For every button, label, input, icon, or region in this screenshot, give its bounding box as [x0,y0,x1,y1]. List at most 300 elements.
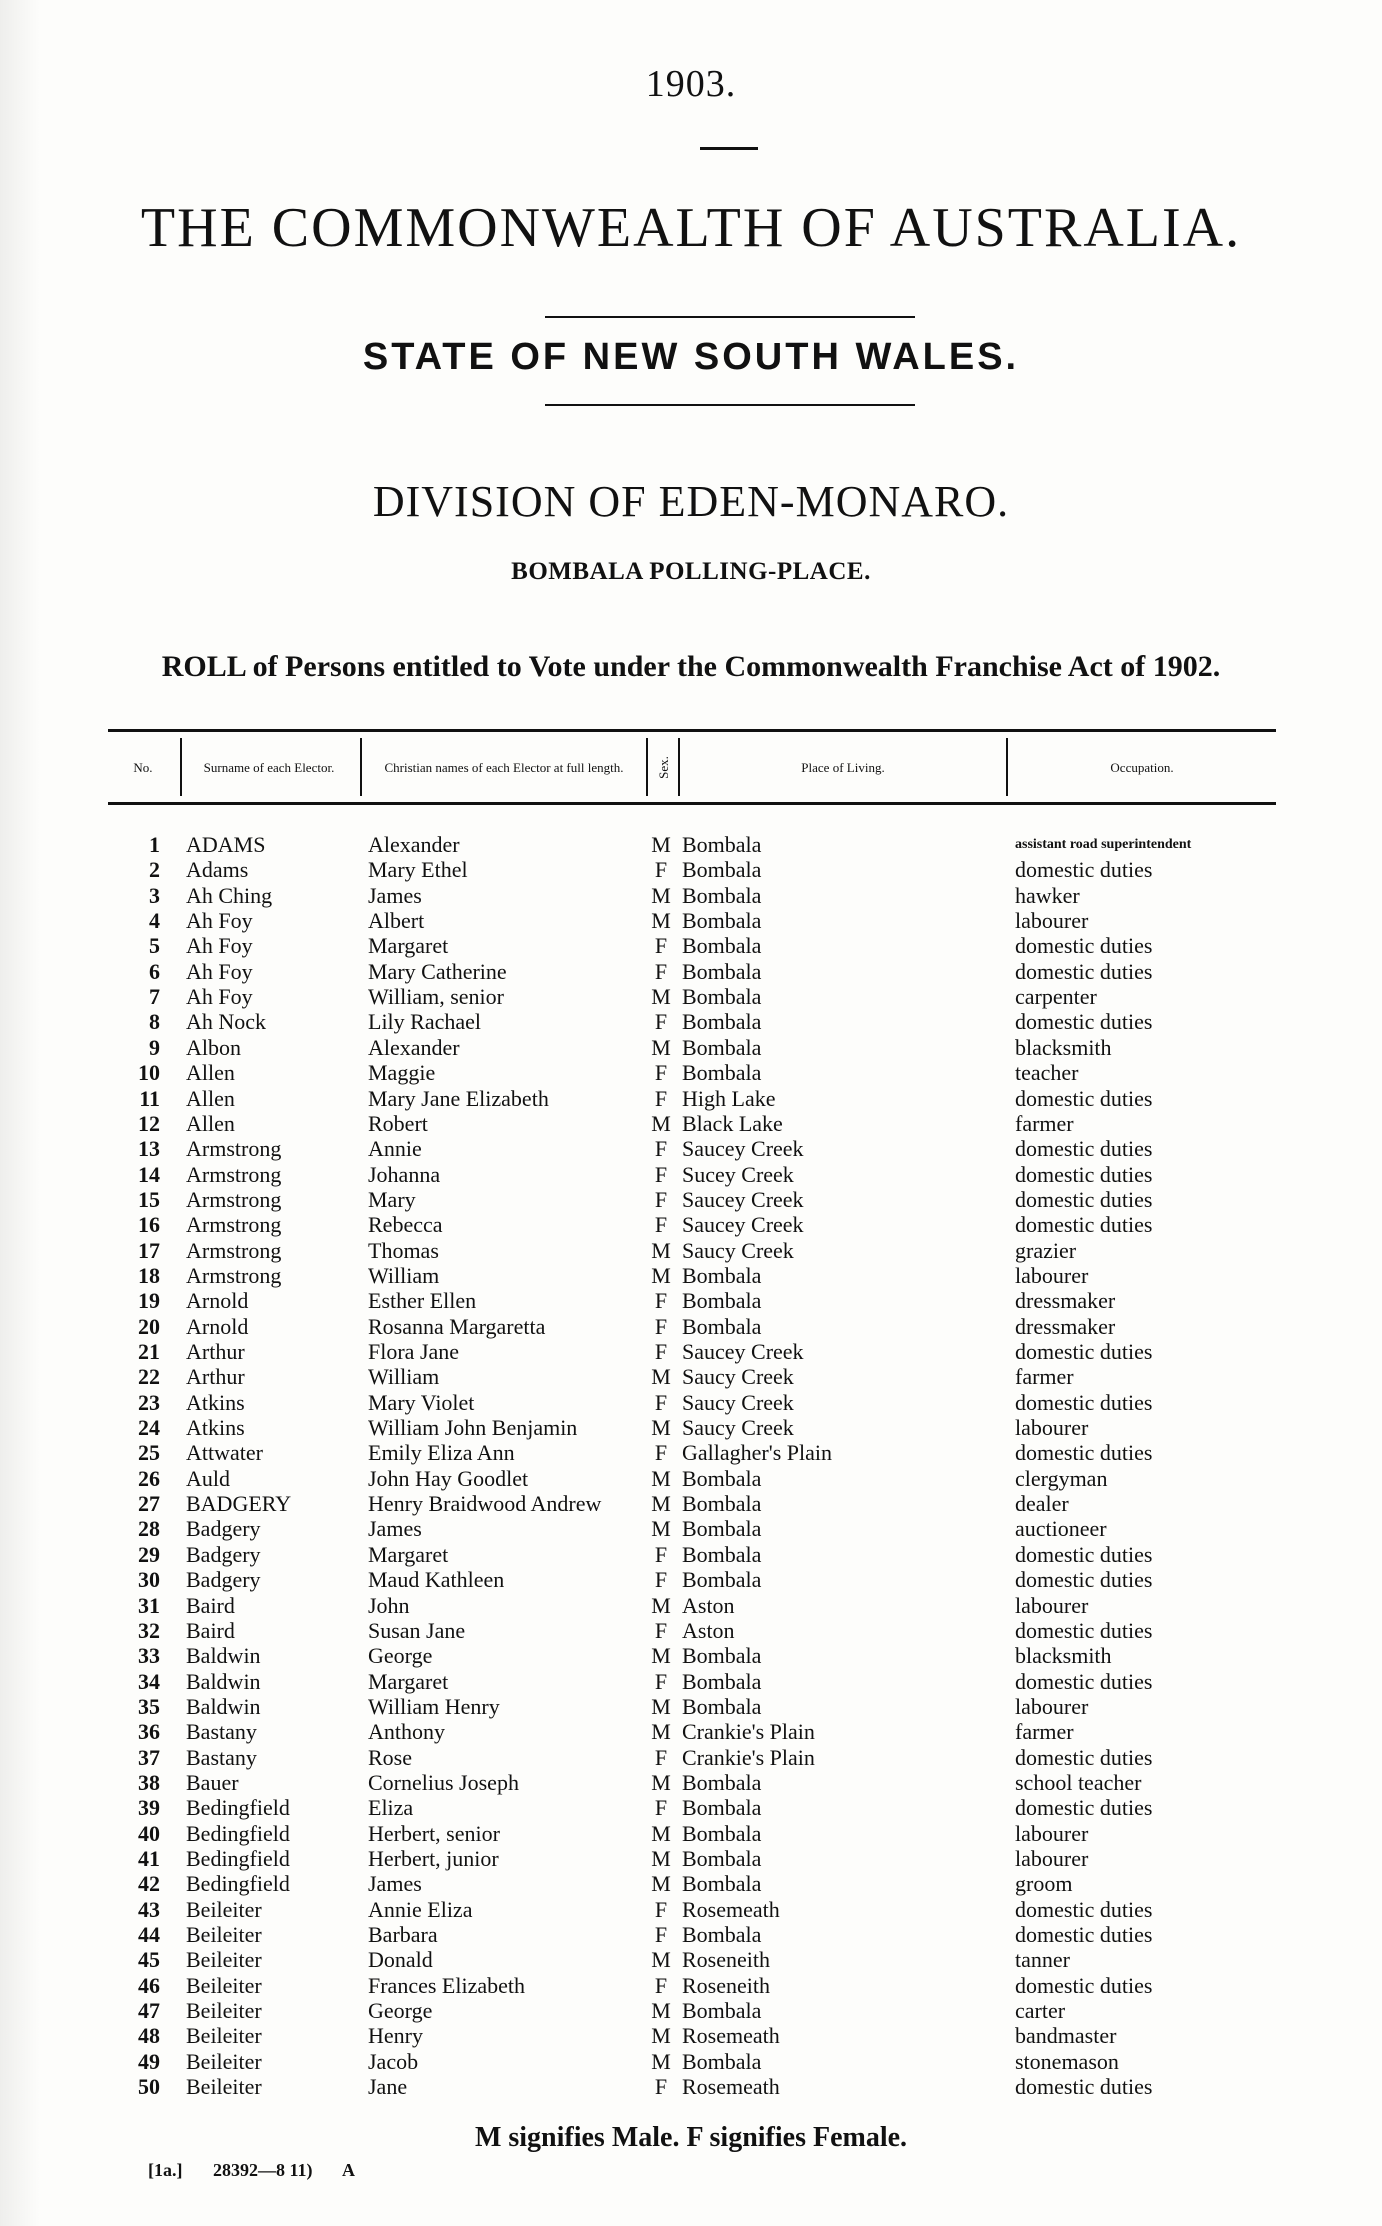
elector-place: Aston [682,1592,735,1618]
column-header-no: No. [133,759,153,775]
elector-christian-names: Jacob [368,2048,419,2074]
elector-number: 4 [149,908,160,934]
elector-place: Bombala [682,1541,762,1567]
elector-place: Bombala [682,1871,762,1897]
column-header-place: Place of Living. [801,759,885,775]
elector-christian-names: Annie [368,1136,422,1162]
elector-sex: F [654,1896,668,1922]
table-row [0,1593,1382,1618]
elector-sex: M [651,1643,671,1669]
elector-surname: Armstrong [186,1212,282,1238]
elector-place: Saucy Creek [682,1415,794,1441]
elector-occupation: dealer [1015,1491,1069,1517]
elector-place: Bombala [682,832,762,857]
elector-place: Bombala [682,1009,762,1035]
table-row [0,1364,1382,1389]
elector-sex: F [654,2074,668,2100]
table-row [0,1035,1382,1060]
elector-sex: M [651,1262,671,1288]
elector-number: 26 [138,1465,160,1491]
elector-christian-names: Rose [368,1744,412,1770]
elector-christian-names: Margaret [368,1668,449,1694]
elector-number: 48 [138,2023,160,2049]
table-row [0,1440,1382,1465]
elector-christian-names: John [368,1592,410,1618]
elector-occupation: carter [1015,1998,1066,2024]
elector-surname: Armstrong [186,1161,282,1187]
elector-occupation: domestic duties [1015,1896,1153,1922]
elector-occupation: groom [1015,1871,1073,1897]
elector-place: Rosemeath [682,2074,780,2100]
elector-surname: Auld [186,1465,230,1491]
elector-surname: Atkins [186,1389,245,1415]
elector-surname: Arthur [186,1339,245,1364]
table-row [0,1719,1382,1744]
elector-sex: F [654,1668,668,1694]
elector-sex: F [654,1795,668,1821]
elector-number: 39 [138,1795,160,1821]
elector-sex: M [651,1465,671,1491]
elector-occupation: blacksmith [1015,1643,1112,1669]
elector-surname: Allen [186,1085,235,1111]
elector-sex: M [651,1846,671,1871]
elector-sex: F [654,1136,668,1162]
elector-number: 50 [138,2074,160,2100]
elector-surname: Bedingfield [186,1846,290,1871]
elector-occupation: domestic duties [1015,933,1153,959]
elector-surname: Ah Ching [186,882,273,908]
elector-number: 11 [139,1085,160,1111]
elector-occupation: dressmaker [1015,1313,1116,1339]
elector-surname: Ah Foy [186,958,253,984]
elector-sex: M [651,2023,671,2049]
elector-christian-names: Herbert, junior [368,1846,499,1871]
elector-surname: Armstrong [186,1237,282,1263]
elector-occupation: grazier [1015,1237,1077,1263]
elector-occupation: labourer [1015,1592,1089,1618]
elector-sex: F [654,1313,668,1339]
elector-sex: M [651,1871,671,1897]
roll-title: ROLL of Persons entitled to Vote under the Commonwealth Franchise Act of 1902. [161,650,1221,683]
table-row [0,1846,1382,1871]
elector-christian-names: Rosanna Margaretta [368,1313,546,1339]
elector-surname: Bauer [186,1769,239,1795]
table-row [0,1491,1382,1516]
column-header-christian-names: Christian names of each Elector at full length. [384,759,624,775]
table-row [0,857,1382,882]
imprint-code: [1a.] [148,2160,183,2180]
elector-number: 2 [149,857,160,883]
elector-surname: Beileiter [186,2074,262,2100]
sex-legend: M signifies Male. F signifies Female. [474,2122,908,2153]
elector-surname: Ah Foy [186,933,253,959]
elector-number: 46 [138,1972,160,1998]
elector-place: Bombala [682,1922,762,1948]
elector-place: Black Lake [682,1110,783,1136]
table-row [0,2074,1382,2099]
elector-occupation: labourer [1015,1820,1089,1846]
elector-christian-names: Mary Jane Elizabeth [368,1085,549,1111]
elector-sex: F [654,1541,668,1567]
state-title: STATE OF NEW SOUTH WALES. [362,336,1020,378]
table-header [108,729,1276,805]
elector-christian-names: William Henry [368,1693,500,1719]
elector-christian-names: Thomas [368,1237,439,1263]
elector-christian-names: Barbara [368,1922,438,1948]
elector-occupation: blacksmith [1015,1034,1112,1060]
elector-occupation: farmer [1015,1364,1074,1390]
elector-occupation: domestic duties [1015,1744,1153,1770]
elector-sex: M [651,1693,671,1719]
elector-christian-names: Cornelius Joseph [368,1769,519,1795]
elector-place: Bombala [682,908,762,934]
table-row [0,1871,1382,1896]
table-row [0,883,1382,908]
elector-occupation: stonemason [1015,2048,1119,2074]
elector-number: 5 [149,933,160,959]
elector-occupation: tanner [1015,1947,1070,1973]
elector-surname: Baldwin [186,1693,261,1719]
table-row [0,1212,1382,1237]
elector-occupation: auctioneer [1015,1516,1107,1542]
elector-occupation: domestic duties [1015,1212,1153,1238]
elector-christian-names: James [368,1516,422,1542]
elector-christian-names: Lily Rachael [368,1009,482,1035]
elector-christian-names: Susan Jane [368,1617,466,1643]
elector-christian-names: Rebecca [368,1212,443,1238]
table-row [0,1086,1382,1111]
elector-place: Crankie's Plain [682,1744,815,1770]
elector-number: 41 [138,1846,160,1871]
elector-number: 47 [138,1998,160,2024]
elector-christian-names: Maggie [368,1060,436,1086]
column-header-sex: Sex. [655,755,671,779]
elector-place: Bombala [682,1465,762,1491]
elector-surname: Bastany [186,1744,257,1770]
elector-christian-names: James [368,882,422,908]
elector-occupation: labourer [1015,908,1089,934]
elector-place: Rosemeath [682,1896,780,1922]
elector-occupation: domestic duties [1015,1922,1153,1948]
elector-surname: Beileiter [186,2048,262,2074]
table-row [0,933,1382,958]
elector-surname: Allen [186,1060,235,1086]
elector-surname: Beileiter [186,1998,262,2024]
table-row [0,1238,1382,1263]
elector-place: Bombala [682,984,762,1010]
elector-place: Bombala [682,933,762,959]
table-row [0,1618,1382,1643]
elector-sex: M [651,1110,671,1136]
elector-occupation: labourer [1015,1415,1089,1441]
elector-surname: ADAMS [186,832,266,857]
elector-surname: Badgery [186,1567,261,1593]
elector-place: Gallagher's Plain [682,1440,832,1466]
elector-number: 44 [138,1922,160,1948]
elector-sex: M [651,1034,671,1060]
elector-christian-names: Jane [368,2074,408,2100]
elector-surname: Armstrong [186,1262,282,1288]
table-row [0,1466,1382,1491]
elector-sex: F [654,1288,668,1314]
table-row [0,832,1382,857]
elector-christian-names: John Hay Goodlet [368,1465,529,1491]
column-header-sex-cell [648,732,678,802]
elector-place: Saucey Creek [682,1136,804,1162]
table-row [0,2023,1382,2048]
elector-sex: M [651,1516,671,1542]
table-row [0,1162,1382,1187]
elector-sex: M [651,1592,671,1618]
elector-surname: Beileiter [186,1922,262,1948]
table-row [0,1770,1382,1795]
elector-occupation: domestic duties [1015,1009,1153,1035]
elector-christian-names: Mary Catherine [368,958,507,984]
elector-sex: F [654,1060,668,1086]
elector-number: 15 [138,1186,160,1212]
elector-surname: Bastany [186,1719,257,1745]
elector-sex: M [651,1491,671,1517]
elector-christian-names: William [368,1364,440,1390]
elector-christian-names: George [368,1998,433,2024]
elector-number: 25 [138,1440,160,1466]
elector-number: 19 [138,1288,160,1314]
elector-christian-names: George [368,1643,433,1669]
elector-number: 9 [149,1034,160,1060]
elector-sex: M [651,2048,671,2074]
elector-sex: F [654,933,668,959]
elector-place: Saucey Creek [682,1186,804,1212]
elector-sex: F [654,1339,668,1364]
elector-sex: F [654,1617,668,1643]
elector-number: 35 [138,1693,160,1719]
elector-surname: Ah Foy [186,908,253,934]
elector-surname: BADGERY [186,1491,292,1517]
column-header-occupation: Occupation. [1110,759,1174,775]
table-row [0,1973,1382,1998]
elector-surname: Baird [186,1617,235,1643]
elector-occupation: clergyman [1015,1465,1108,1491]
elector-place: Bombala [682,1567,762,1593]
elector-surname: Allen [186,1110,235,1136]
elector-occupation: labourer [1015,1846,1089,1871]
table-row [0,984,1382,1009]
elector-number: 16 [138,1212,160,1238]
table-row [0,2049,1382,2074]
elector-occupation: domestic duties [1015,1440,1153,1466]
elector-sex: F [654,1161,668,1187]
elector-place: Saucy Creek [682,1364,794,1390]
elector-surname: Bedingfield [186,1795,290,1821]
elector-number: 38 [138,1769,160,1795]
table-row [0,1136,1382,1161]
elector-christian-names: Eliza [368,1795,414,1821]
elector-christian-names: James [368,1871,422,1897]
elector-number: 18 [138,1262,160,1288]
elector-surname: Beileiter [186,1947,262,1973]
year-heading: 1903. [645,63,737,105]
elector-place: Bombala [682,1288,762,1314]
elector-occupation: domestic duties [1015,1161,1153,1187]
elector-number: 32 [138,1617,160,1643]
table-row [0,1288,1382,1313]
elector-sex: M [651,908,671,934]
elector-occupation: labourer [1015,1262,1089,1288]
elector-number: 49 [138,2048,160,2074]
elector-place: Bombala [682,1313,762,1339]
table-row [0,1998,1382,2023]
elector-sex: M [651,1237,671,1263]
elector-sex: F [654,1389,668,1415]
elector-christian-names: Albert [368,908,425,934]
elector-number: 45 [138,1947,160,1973]
elector-number: 20 [138,1313,160,1339]
divider-lower [545,404,915,406]
elector-number: 21 [138,1339,160,1364]
elector-number: 43 [138,1896,160,1922]
elector-sex: F [654,857,668,883]
elector-place: Bombala [682,1998,762,2024]
elector-place: Bombala [682,882,762,908]
elector-sex: F [654,1744,668,1770]
elector-place: Bombala [682,1516,762,1542]
elector-number: 34 [138,1668,160,1694]
elector-place: Aston [682,1617,735,1643]
elector-surname: Albon [186,1034,241,1060]
elector-surname: Atkins [186,1415,245,1441]
elector-occupation: domestic duties [1015,857,1153,883]
elector-sex: F [654,1186,668,1212]
table-row [0,1745,1382,1770]
elector-occupation: domestic duties [1015,1617,1153,1643]
elector-christian-names: Margaret [368,1541,449,1567]
elector-occupation: domestic duties [1015,1795,1153,1821]
elector-number: 33 [138,1643,160,1669]
elector-surname: Beileiter [186,2023,262,2049]
elector-place: Bombala [682,1795,762,1821]
elector-christian-names: William John Benjamin [368,1415,578,1441]
elector-surname: Ah Foy [186,984,253,1010]
elector-place: Bombala [682,1693,762,1719]
elector-surname: Armstrong [186,1136,282,1162]
table-row [0,1669,1382,1694]
elector-number: 10 [138,1060,160,1086]
elector-sex: M [651,1415,671,1441]
elector-christian-names: Emily Eliza Ann [368,1440,515,1466]
elector-place: Bombala [682,1060,762,1086]
elector-place: Rosemeath [682,2023,780,2049]
elector-place: Crankie's Plain [682,1719,815,1745]
elector-christian-names: Henry [368,2023,423,2049]
elector-place: Bombala [682,1769,762,1795]
elector-number: 1 [149,832,160,857]
elector-christian-names: William [368,1262,440,1288]
elector-occupation: bandmaster [1015,2023,1117,2049]
elector-occupation: hawker [1015,882,1080,908]
table-row [0,1643,1382,1668]
elector-surname: Bedingfield [186,1820,290,1846]
table-row [0,1009,1382,1034]
elector-sex: F [654,1009,668,1035]
elector-surname: Ah Nock [186,1009,267,1035]
elector-occupation: labourer [1015,1693,1089,1719]
elector-place: Bombala [682,1262,762,1288]
elector-christian-names: Donald [368,1947,433,1973]
elector-place: Saucy Creek [682,1237,794,1263]
elector-occupation: domestic duties [1015,1668,1153,1694]
elector-occupation: farmer [1015,1110,1074,1136]
elector-surname: Badgery [186,1516,261,1542]
table-row [0,1922,1382,1947]
table-row [0,1947,1382,1972]
elector-surname: Adams [186,857,249,883]
elector-number: 6 [149,958,160,984]
elector-sex: M [651,1719,671,1745]
elector-occupation: domestic duties [1015,1339,1153,1364]
elector-place: Bombala [682,857,762,883]
table-row [0,1060,1382,1085]
elector-occupation: domestic duties [1015,1972,1153,1998]
elector-place: Roseneith [682,1947,770,1973]
elector-occupation: domestic duties [1015,1541,1153,1567]
elector-sex: F [654,1085,668,1111]
elector-christian-names: Maud Kathleen [368,1567,505,1593]
elector-sex: F [654,1212,668,1238]
elector-sex: F [654,1972,668,1998]
elector-christian-names: William, senior [368,984,504,1010]
elector-place: Bombala [682,1491,762,1517]
elector-christian-names: Margaret [368,933,449,959]
elector-number: 7 [149,984,160,1010]
elector-sex: M [651,882,671,908]
elector-christian-names: Henry Braidwood Andrew [368,1491,602,1517]
table-row [0,1339,1382,1364]
elector-sex: M [651,1769,671,1795]
table-row [0,1415,1382,1440]
elector-sex: M [651,832,671,857]
elector-surname: Armstrong [186,1186,282,1212]
elector-occupation: domestic duties [1015,958,1153,984]
table-row [0,1263,1382,1288]
elector-number: 36 [138,1719,160,1745]
elector-surname: Bedingfield [186,1871,290,1897]
elector-surname: Arthur [186,1364,245,1390]
table-row [0,1694,1382,1719]
table-row [0,1821,1382,1846]
column-separator [360,738,362,796]
elector-occupation: carpenter [1015,984,1097,1010]
elector-number: 28 [138,1516,160,1542]
elector-occupation: domestic duties [1015,1085,1153,1111]
elector-number: 12 [138,1110,160,1136]
elector-sex: M [651,1998,671,2024]
elector-number: 30 [138,1567,160,1593]
elector-place: Bombala [682,958,762,984]
elector-number: 17 [138,1237,160,1263]
table-row [0,908,1382,933]
elector-sex: M [651,1364,671,1390]
elector-christian-names: Robert [368,1110,428,1136]
elector-place: Bombala [682,1034,762,1060]
imprint-number: 28392—8 11) [213,2160,313,2180]
elector-number: 13 [138,1136,160,1162]
elector-number: 14 [138,1161,160,1187]
elector-christian-names: Mary Ethel [368,857,468,883]
table-row [0,1187,1382,1212]
elector-christian-names: Herbert, senior [368,1820,500,1846]
commonwealth-title: THE COMMONWEALTH OF AUSTRALIA. [140,197,1242,259]
elector-place: High Lake [682,1085,776,1111]
